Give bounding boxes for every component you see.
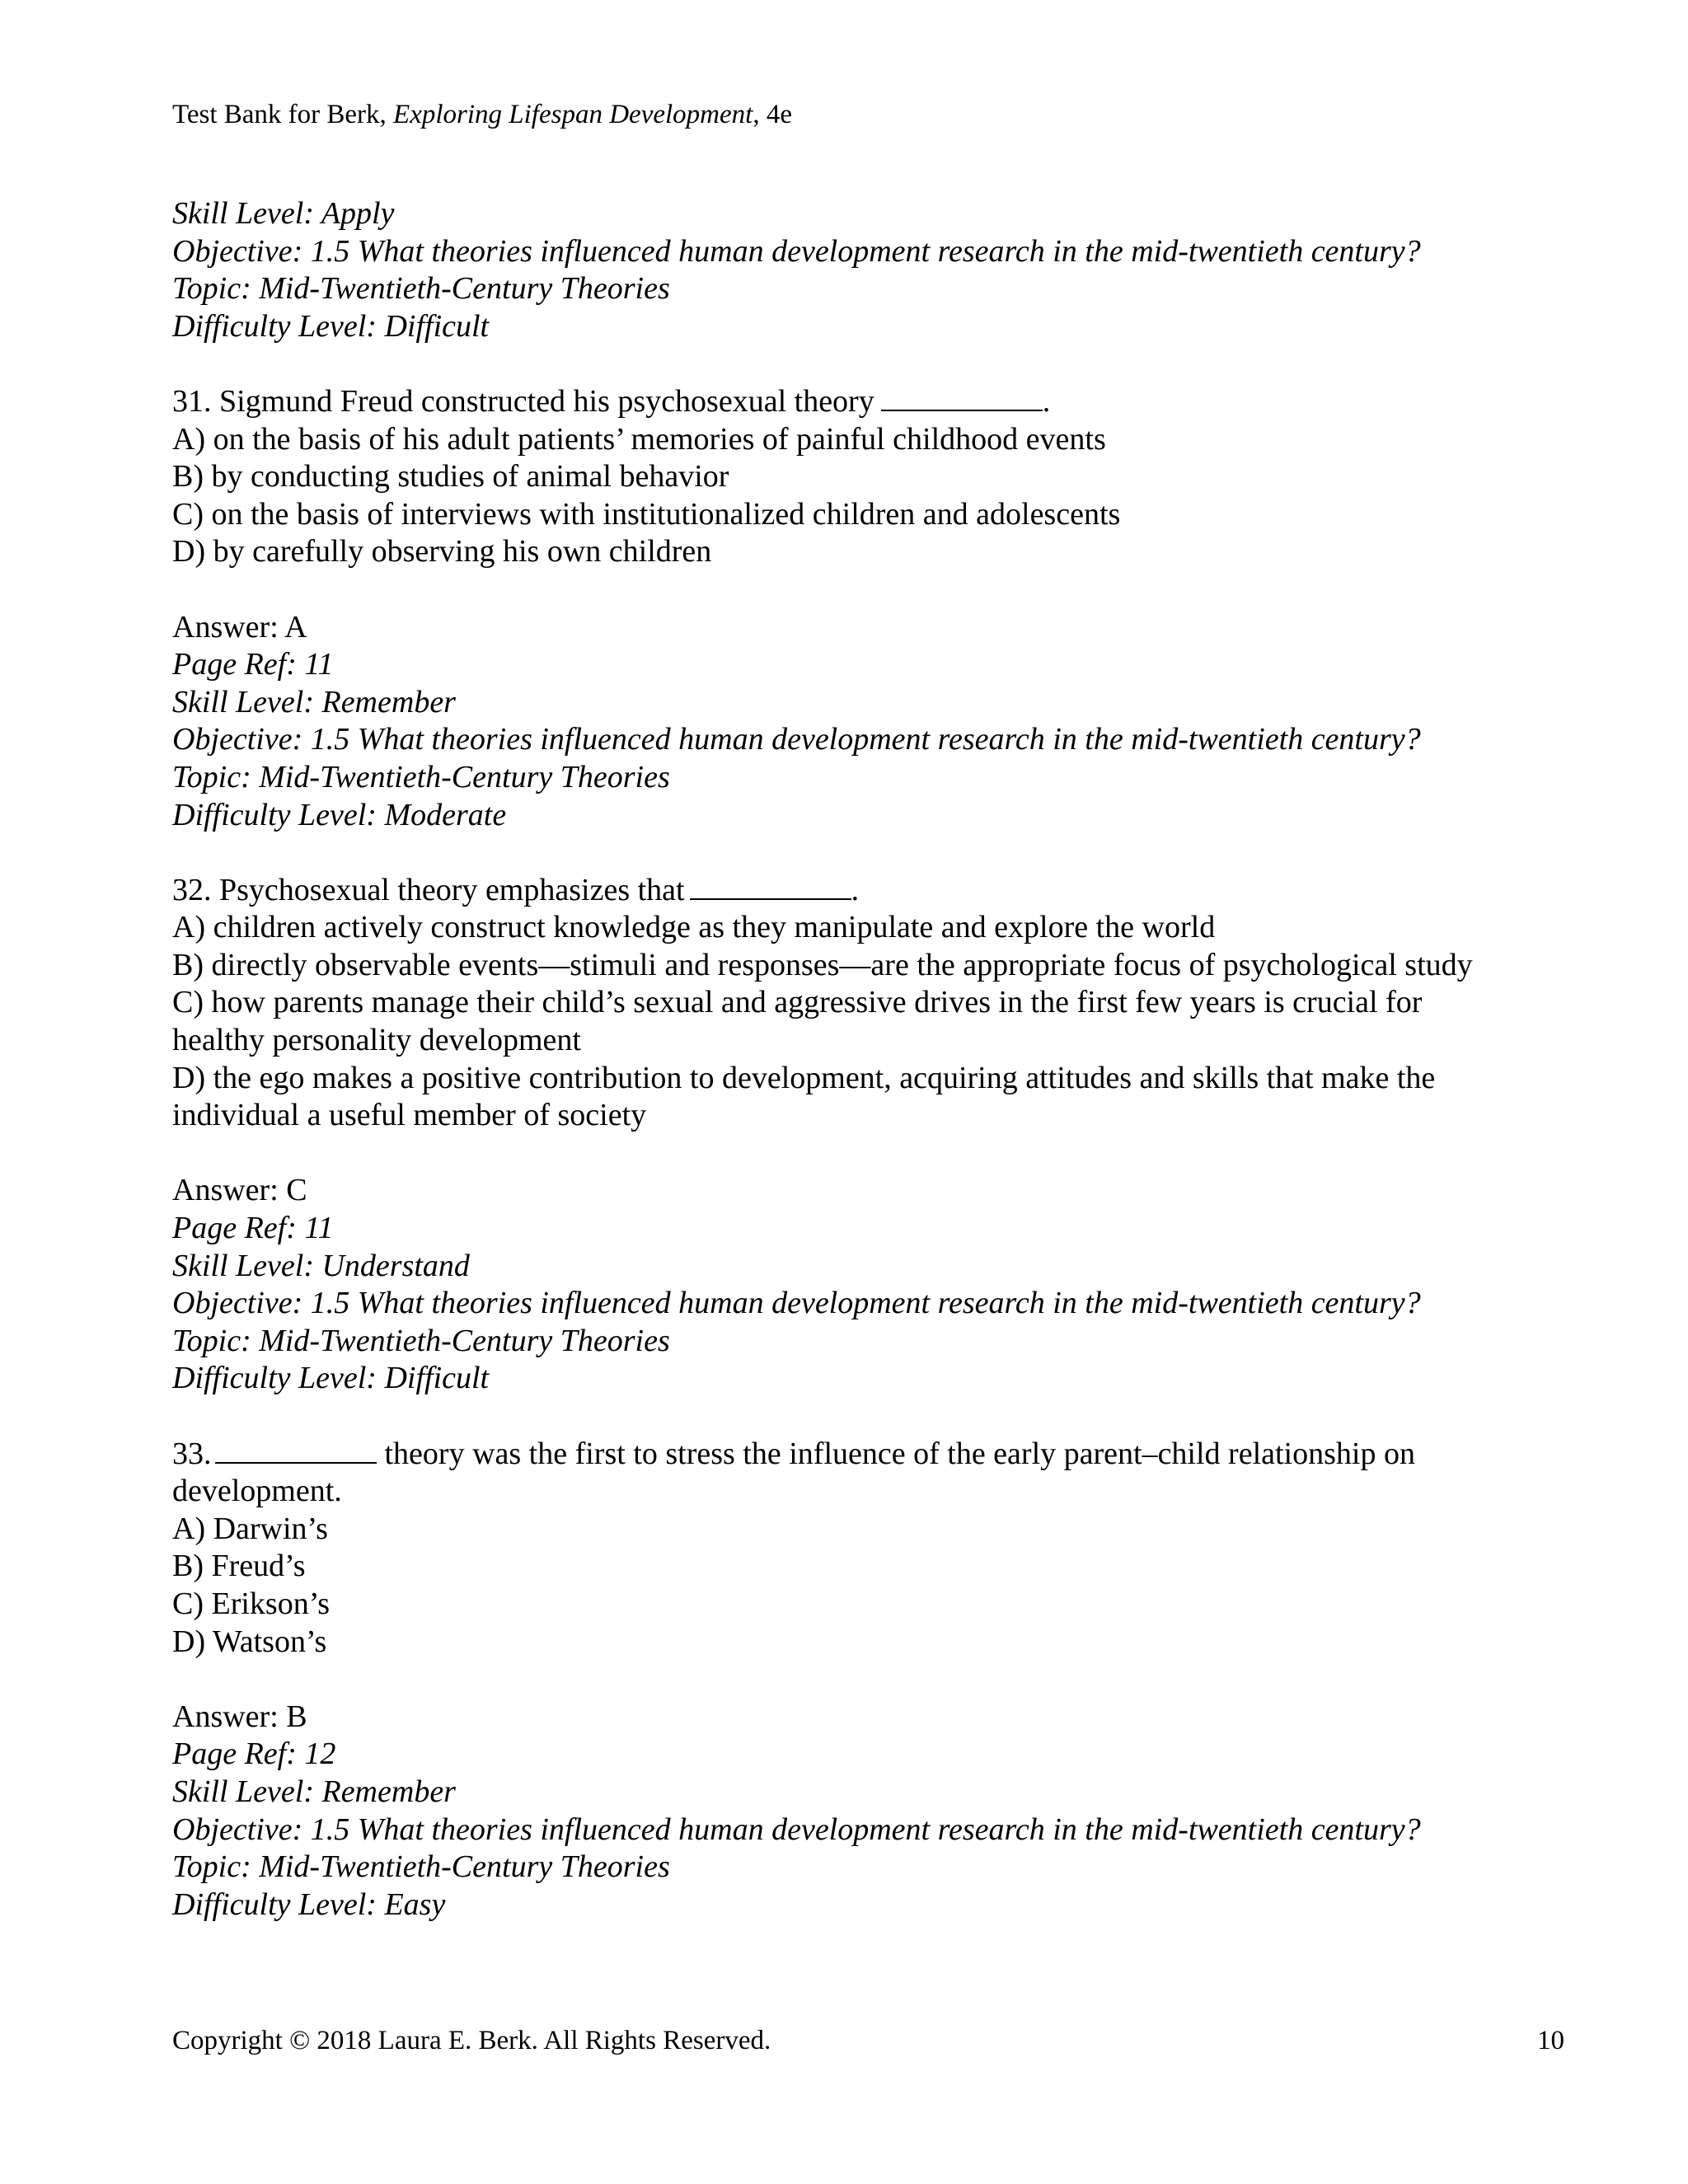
document-body <box>172 195 1540 1924</box>
question-32 <box>172 872 1540 1398</box>
page-ref: Page Ref: 11 <box>172 1211 334 1246</box>
objective: Objective: 1.5 What theories influenced human development research in the mid-twentieth century? <box>172 233 1421 269</box>
header-book-title: Exploring Lifespan Development <box>393 100 753 129</box>
option-c: C) on the basis of interviews with institutionalized children and adolescents <box>172 496 1121 532</box>
difficulty-level: Difficulty Level: Moderate <box>172 797 507 832</box>
option-d: D) the ego makes a positive contribution to development, acquiring attitudes and skills that make the <box>172 1060 1436 1095</box>
option-b: B) directly observable events—stimuli and responses—are the appropriate focus of psychological study <box>172 947 1473 982</box>
question-31 <box>172 383 1540 834</box>
option-c: C) how parents manage their child’s sexual and aggressive drives in the first few years is crucial for <box>172 985 1423 1020</box>
difficulty-level: Difficulty Level: Difficult <box>172 1361 490 1396</box>
topic: Topic: Mid-Twentieth-Century Theories <box>172 1323 670 1358</box>
option-a: A) Darwin’s <box>172 1511 328 1546</box>
topic: Topic: Mid-Twentieth-Century Theories <box>172 759 670 794</box>
option-d-continued: individual a useful member of society <box>172 1098 647 1133</box>
option-c: C) Erikson’s <box>172 1586 331 1621</box>
question-stem-continued: development. <box>172 1474 342 1509</box>
question-stem: 31. Sigmund Freud constructed his psychosexual theory . <box>172 383 1051 419</box>
answer: Answer: A <box>172 609 307 644</box>
page-ref: Page Ref: 11 <box>172 647 334 682</box>
difficulty-level: Difficulty Level: Easy <box>172 1886 446 1922</box>
answer-blank <box>215 1436 377 1464</box>
skill-level: Skill Level: Remember <box>172 684 456 719</box>
page-ref: Page Ref: 12 <box>172 1736 336 1772</box>
objective: Objective: 1.5 What theories influenced human development research in the mid-twentieth century? <box>172 722 1421 757</box>
option-d: D) by carefully observing his own children <box>172 534 712 569</box>
option-a: A) children actively construct knowledge as they manipulate and explore the world <box>172 910 1216 945</box>
skill-level: Skill Level: Remember <box>172 1774 456 1809</box>
answer-blank <box>881 383 1043 411</box>
objective: Objective: 1.5 What theories influenced human development research in the mid-twentieth century? <box>172 1286 1421 1321</box>
answer: Answer: B <box>172 1699 307 1734</box>
option-b: B) by conducting studies of animal behavior <box>172 459 729 494</box>
option-a: A) on the basis of his adult patients’ memories of painful childhood events <box>172 421 1106 457</box>
page-number: 10 <box>1537 2026 1564 2055</box>
question-stem: 32. Psychosexual theory emphasizes that . <box>172 872 860 907</box>
topic: Topic: Mid-Twentieth-Century Theories <box>172 271 670 307</box>
running-header <box>172 97 792 132</box>
objective: Objective: 1.5 What theories influenced human development research in the mid-twentieth century? <box>172 1811 1421 1847</box>
option-b: B) Freud’s <box>172 1549 306 1584</box>
prev-item-metadata <box>172 195 1540 345</box>
header-suffix: , 4e <box>753 100 792 129</box>
answer-blank <box>690 872 851 900</box>
question-33 <box>172 1436 1540 1924</box>
header-prefix: Test Bank for Berk, <box>172 100 394 129</box>
skill-level: Skill Level: Understand <box>172 1248 470 1283</box>
answer: Answer: C <box>172 1173 307 1208</box>
question-stem: 33. theory was the first to stress the influence of the early parent–child relationship on <box>172 1436 1415 1471</box>
topic: Topic: Mid-Twentieth-Century Theories <box>172 1849 670 1885</box>
option-c-continued: healthy personality development <box>172 1023 581 1058</box>
option-d: D) Watson’s <box>172 1624 327 1659</box>
skill-level: Skill Level: Apply <box>172 196 395 231</box>
difficulty-level: Difficulty Level: Difficult <box>172 308 490 344</box>
copyright-notice: Copyright © 2018 Laura E. Berk. All Rights Reserved. <box>172 2026 771 2055</box>
